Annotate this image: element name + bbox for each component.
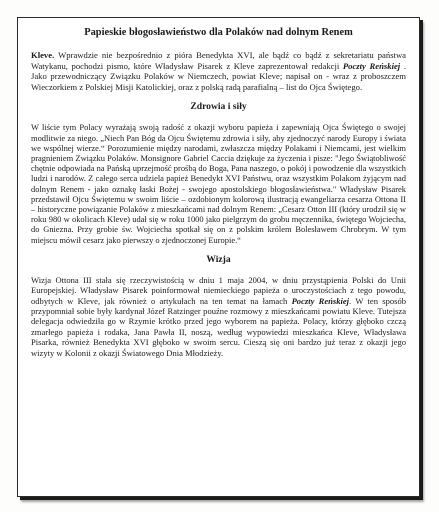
- intro-paragraph: [31, 50, 406, 92]
- health-paragraph: W liście tym Polacy wyrażają swoją radość z okazji wyboru papieża i zapewniają Ojca Świętego o swojej modlitwie za niego. „Niech Pan Bóg da Ojcu Świętemu zdrowia i siły, aby zjednoczyć narody Europy i świata we wspólnej wierze.“ Porozumienie między narodami, zwłaszcza między Polakami i Niemcami, jest wielkim pragnieniem Związku Polaków. Monsignore Gabriel Caccia dziękuje za życzenia i pisze: "Jego Świątobliwość chętnie odpowiada na Pańską uprzejmość prośbą do Boga, Pana naszego, o pokój i powodzenie dla wszystkich ludzi i narodów. Z całego serca udziela papież Benedykt XVI Państwu, oraz wszystkim Polakom żyjącym nad dolnym Renem - jako oznakę łaski Bożej - swojego apostolskiego błogosławieństwa." Władysław Pisarek przedstawił Ojcu Świętemu w swoim liście – ozdobionym kolorową ilustracją ewangeliarza cesarza Ottona II – historyczne powiązanie Polaków z mieszkańcami nad dolnym Renem: „Cesarz Otton III (który urodził się w roku 980 w okolicach Kleve) udał się w roku 1000 jako pielgrzym do grobu męczennika, świętego Wojciecha, do Gniezna. Przy grobie św. Wojciecha spotkał się on z polskim królem Bolesławem Chrobrym. W tym miejscu mówił cesarz jako pierwszy o zjednoczonej Europie.“: [31, 122, 406, 245]
- document-page: [17, 17, 420, 497]
- publication-name: Poczty Reńskiej: [342, 60, 401, 71]
- intro-text-part-2: . Jako przewodniczący Związku Polaków w Niemczech, powiat Kleve; napisał on - wraz z proboszczem Wieczorkiem z Polskiej Misji Katolickiej, oraz z polską radą parafialną – list do Ojca Świętego.: [31, 60, 406, 92]
- section-heading-vision: Wizja: [206, 253, 231, 265]
- article-title: Papieskie błogosławieństwo dla Polaków nad dolnym Renem: [84, 27, 353, 38]
- publication-name-2: Poczty Reńskiej: [291, 295, 350, 306]
- intro-text-part-1: Wprawdzie nie bezpośrednio z pióra Benedykta XVI, ale bądź co bądź z sekretariatu państwa Watykanu, pochodzi pismo, które Władysław Pisarek z Kleve zaprezentował redakcji: [31, 50, 406, 71]
- vision-paragraph: [31, 275, 406, 358]
- place-name: Kleve.: [31, 50, 55, 60]
- section-heading-health: Zdrowia i siły: [190, 101, 247, 113]
- vision-text-part-1: Wizja Ottona III stała się rzeczywistością w dniu 1 maja 2004, w dniu przystąpienia Polski do Unii Europejskiej. Władysław Pisarek poinformował niemieckiego papieża o uroczystościach z tego powodu, odbytych w Kleve, jak również o artykułach na ten temat na łamach: [31, 274, 406, 306]
- vision-text-part-2: . W ten sposób przypomniał sobie były kardynał Józef Ratzinger pouźne rozmowy z mieszkańcami powiatu Kleve. Tutejsza delegacja odwiedziła go w Rzymie krótko przed jego wyborem na papieża. Polacy, którzy głęboko czczą zmarłego papieża i rodaka, Jana Pawła II, noszą, według wypowiedzi mieszkańca Kleve, Władysława Pisarka, również Benedykta XVI głęboko w swoim sercu. Cieszą się oni bardzo już teraz z okazji jego wizyty w Kolonii z okazji Światowego Dnia Młodzieży.: [31, 295, 407, 358]
